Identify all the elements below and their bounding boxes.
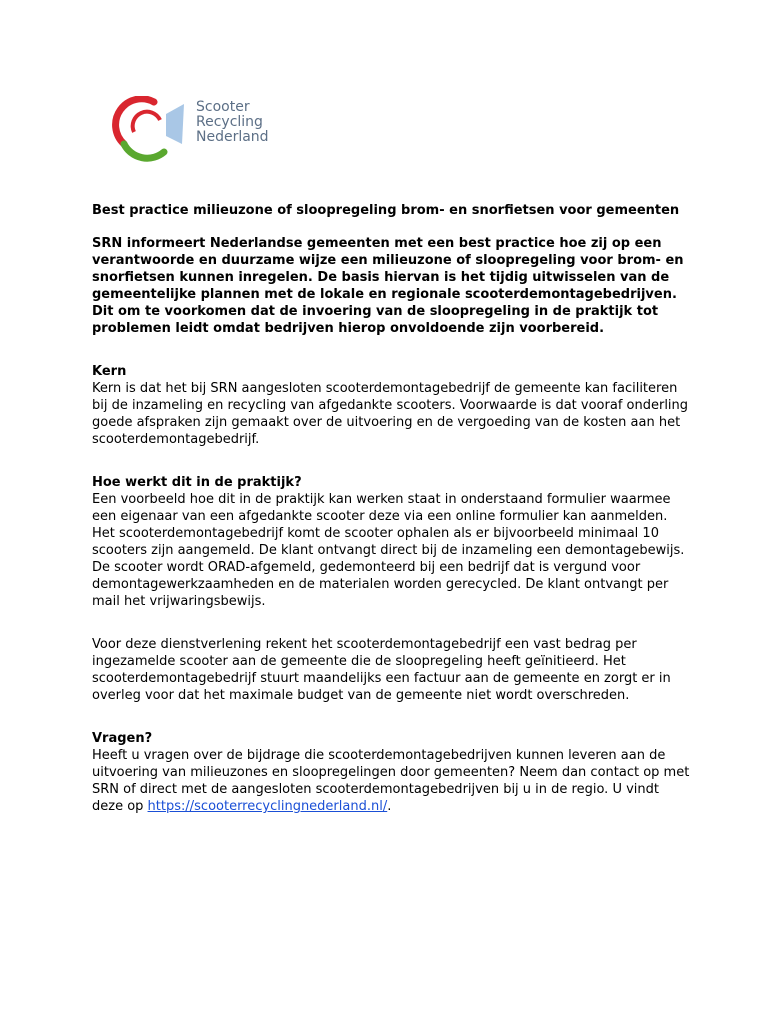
- section-praktijk-body-2: Voor deze dienstverlening rekent het scooterdemontagebedrijf een vast bedrag per ingezamelde scooter aan de gemeente die de sloopregeling heeft geïnitieerd. Het scooterdemontagebedrijf stuurt maandelijks een factuur aan de gemeente en zorgt er in overleg voor dat het maximale budget van de gemeente niet wordt overschreden.: [92, 637, 671, 703]
- section-vragen: [92, 730, 692, 815]
- document-body: [92, 202, 692, 841]
- section-praktijk: [92, 474, 692, 610]
- srn-logo: [104, 96, 284, 166]
- section-kern-heading: Kern: [92, 364, 127, 379]
- section-praktijk-heading: Hoe werkt dit in de praktijk?: [92, 475, 302, 490]
- website-link[interactable]: https://scooterrecyclingnederland.nl/: [147, 799, 388, 814]
- section-praktijk-body: Een voorbeeld hoe dit in de praktijk kan werken staat in onderstaand formulier waarmee een eigenaar van een afgedankte scooter deze via een online formulier kan aanmelden. Het scooterdemontagebedrijf komt de scooter ophalen als er bijvoorbeeld minimaal 10 scooters zijn aangemeld. De klant ontvangt direct bij de inzameling een demontagebewijs. De scooter wordt ORAD-afgemeld, gedemonteerd bij een bedrijf dat is vergund voor demontagewerkzaamheden en de materialen worden gerecycled. De klant ontvangt per mail het vrijwaringsbewijs.: [92, 492, 685, 609]
- section-kern-body: Kern is dat het bij SRN aangesloten scooterdemontagebedrijf de gemeente kan faciliteren bij de inzameling en recycling van afgedankte scooters. Voorwaarde is dat vooraf onderling goede afspraken zijn gemaakt over de uitvoering en de vergoeding van de kosten aan het scooterdemontagebedrijf.: [92, 381, 689, 447]
- intro-paragraph: SRN informeert Nederlandse gemeenten met een best practice hoe zij op een verantwoorde en duurzame wijze een milieuzone of sloopregeling voor brom- en snorfietsen kunnen inregelen. De basis hiervan is het tijdig uitwisselen van de gemeentelijke plannen met de lokale en regionale scooterdemontagebedrijven. Dit om te voorkomen dat de invoering van de sloopregeling in de praktijk tot problemen leidt omdat bedrijven hierop onvoldoende zijn voorbereid.: [92, 236, 684, 336]
- logo-line-3: Nederland: [196, 129, 269, 145]
- logo-line-2: Recycling: [196, 114, 263, 130]
- section-vragen-end: .: [387, 799, 392, 814]
- logo-line-1: Scooter: [196, 99, 250, 115]
- section-kern: [92, 363, 692, 448]
- section-vragen-heading: Vragen?: [92, 731, 153, 746]
- document-title: Best practice milieuzone of sloopregeling brom- en snorfietsen voor gemeenten: [92, 203, 680, 218]
- section-vragen-body: Heeft u vragen over de bijdrage die scooterdemontagebedrijven kunnen leveren aan de uitvoering van milieuzones en sloopregelingen door gemeenten? Neem dan contact op met SRN of direct met de aangesloten scooterdemontagebedrijven bij u in de regio. U vindt deze op: [92, 748, 690, 814]
- section-vragen-paragraph: [92, 747, 692, 815]
- recycling-logo-icon: [104, 96, 192, 166]
